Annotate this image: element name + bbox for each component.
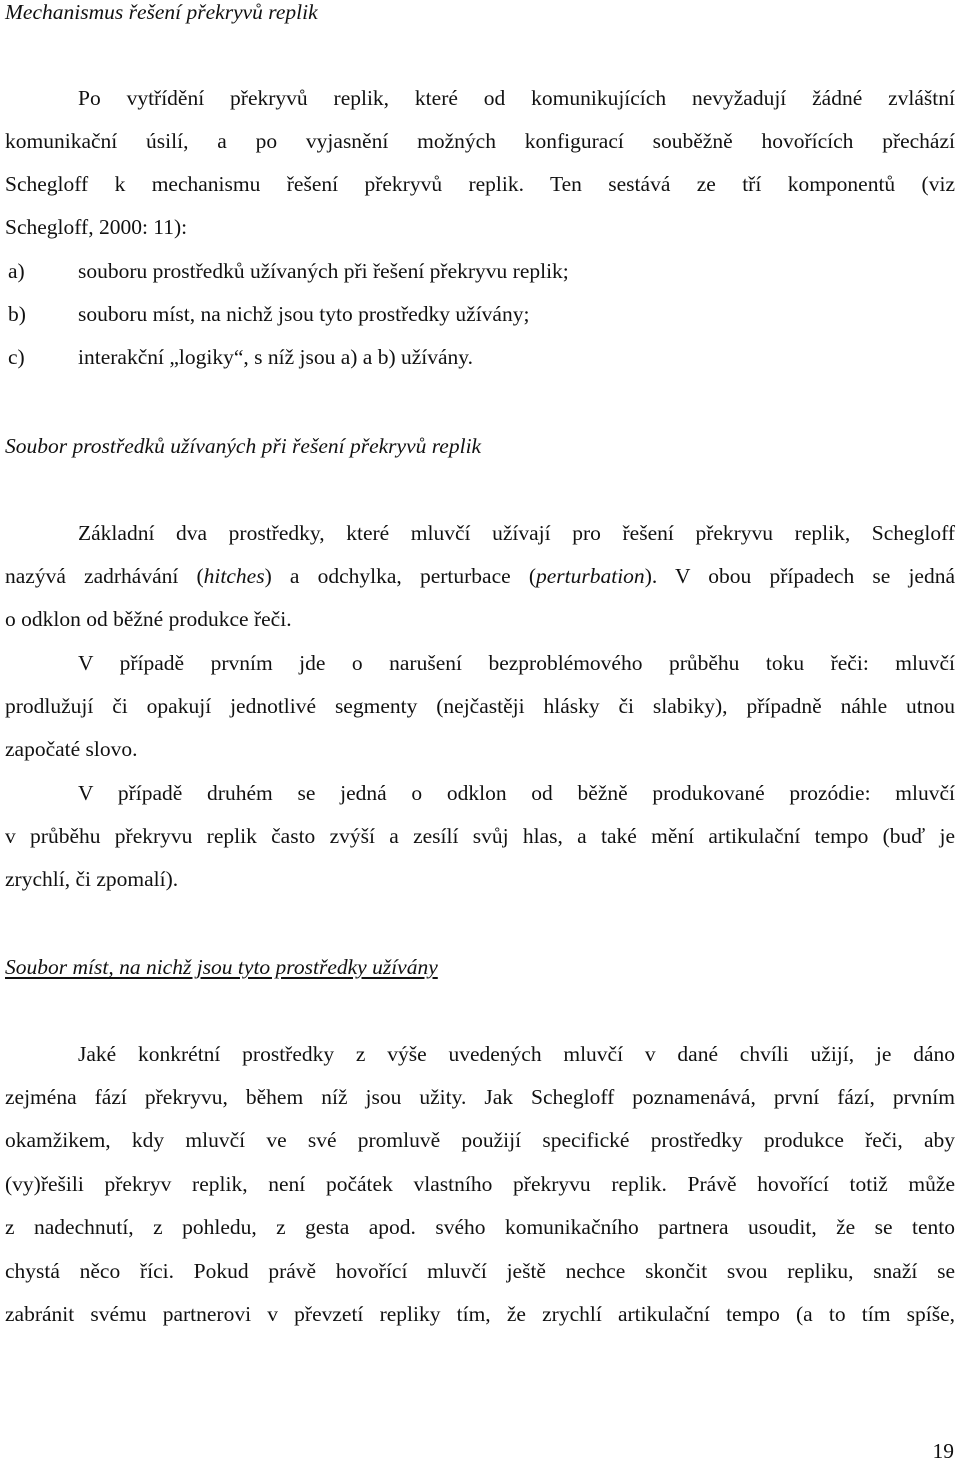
paragraph-line [5, 562, 955, 590]
text-run: ). V obou případech se jedná [644, 564, 956, 588]
paragraph-line: V případě prvním jde o narušení bezproblémového průběhu toku řeči: mluvčí [78, 651, 955, 675]
paragraph-line: komunikační úsilí, a po vyjasnění možných konfigurací souběžně hovořících přechází [5, 129, 955, 153]
list-item-label: c) [8, 345, 25, 369]
paragraph-line: prodlužují či opakují jednotlivé segmenty (nejčastěji hlásky či slabiky), případně náhle utnou [5, 694, 955, 718]
text-run: ) a odchylka, perturbace ( [264, 564, 536, 588]
paragraph-line: Schegloff, 2000: 11): [5, 215, 188, 239]
paragraph-line: V případě druhém se jedná o odklon od běžně produkované prozódie: mluvčí [78, 781, 955, 805]
paragraph-line: Základní dva prostředky, které mluvčí užívají pro řešení překryvu replik, Schegloff [78, 521, 955, 545]
paragraph-line: zejména fází překryvu, během níž jsou užity. Jak Schegloff poznamenává, první fází, prvním [5, 1085, 955, 1109]
paragraph-line: chystá něco říci. Pokud právě hovořící mluvčí ještě nechce skončit svou repliku, snaží se [5, 1259, 955, 1283]
text-run: nazývá zadrhávání ( [5, 564, 204, 588]
list-item-label: a) [8, 259, 25, 283]
list-item-text: interakční „logiky“, s níž jsou a) a b) užívány. [78, 345, 474, 369]
list-item-text: souboru prostředků užívaných při řešení překryvu replik; [78, 259, 569, 283]
term-hitches: hitches [203, 564, 265, 588]
paragraph-line: započaté slovo. [5, 737, 138, 761]
list-item [5, 257, 569, 285]
section-heading-means: Soubor prostředků užívaných při řešení překryvů replik [5, 434, 482, 458]
underlined-heading-text: Soubor míst, na nichž jsou tyto prostředky užívány [5, 955, 438, 979]
paragraph-line: z nadechnutí, z pohledu, z gesta apod. svého komunikačního partnera usoudit, že se tento [5, 1215, 955, 1239]
section-heading-mechanism: Mechanismus řešení překryvů replik [5, 0, 318, 24]
page-number: 19 [932, 1439, 954, 1463]
paragraph-line: Po vytřídění překryvů replik, které od komunikujících nevyžadují žádné zvláštní [78, 86, 955, 110]
list-item-text: souboru míst, na nichž jsou tyto prostředky užívány; [78, 302, 530, 326]
list-item [5, 300, 529, 328]
section-heading-places [5, 953, 955, 981]
term-perturbation: perturbation [535, 564, 645, 588]
paragraph-line: Schegloff k mechanismu řešení překryvů replik. Ten sestává ze tří komponentů (viz [5, 172, 955, 196]
paragraph-line: v průběhu překryvu replik často zvýší a zesílí svůj hlas, a také mění artikulační tempo (buď je [5, 824, 955, 848]
paragraph-line: okamžikem, kdy mluvčí ve své promluvě použijí specifické prostředky produkce řeči, aby [5, 1128, 955, 1152]
paragraph-line: zrychlí, či zpomalí). [5, 867, 179, 891]
paragraph-line: zabránit svému partnerovi v převzetí repliky tím, že zrychlí artikulační tempo (a to tím spíše, [5, 1302, 955, 1326]
paragraph-line: o odklon od běžné produkce řeči. [5, 607, 292, 631]
list-item-label: b) [8, 302, 26, 326]
paragraph-line: (vy)řešili překryv replik, není počátek vlastního překryvu replik. Právě hovořící totiž může [5, 1172, 955, 1196]
list-item [5, 343, 473, 371]
paragraph-line: Jaké konkrétní prostředky z výše uvedených mluvčí v dané chvíli užijí, je dáno [78, 1042, 955, 1066]
